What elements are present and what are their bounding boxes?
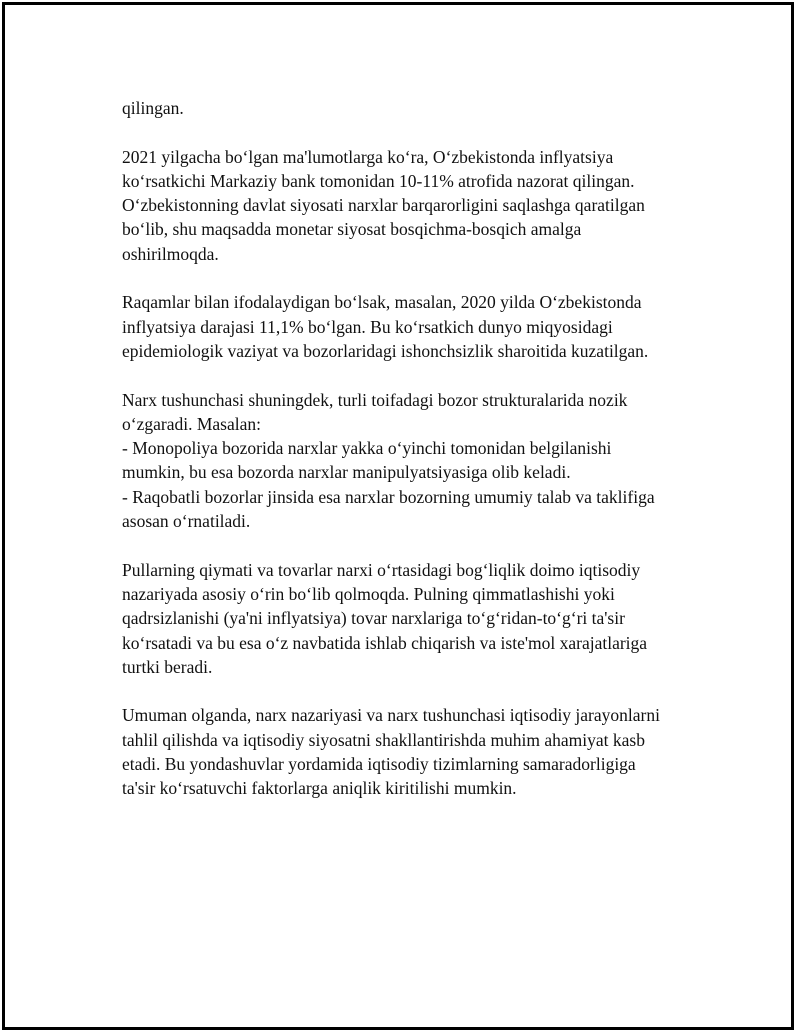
text-line: oʻzgaradi. Masalan:: [122, 413, 261, 434]
text-line: Oʻzbekistonning davlat siyosati narxlar barqarorligini saqlashga qaratilgan: [122, 195, 645, 216]
text-line: boʻlib, shu maqsadda monetar siyosat bosqichma-bosqich amalga: [122, 219, 582, 240]
paragraph-inflation-control: [122, 145, 712, 266]
text-line: nazariyada asosiy oʻrin boʻlib qolmoqda. Pulning qimmatlashishi yoki: [122, 583, 615, 604]
text-line: oshirilmoqda.: [122, 243, 219, 264]
text-line: asosan oʻrnatiladi.: [122, 511, 251, 532]
text-line: 2021 yilgacha boʻlgan ma'lumotlarga koʻra, Oʻzbekistonda inflyatsiya: [122, 146, 614, 167]
text-line: koʻrsatadi va bu esa oʻz navbatida ishlab chiqarish va iste'mol xarajatlariga: [122, 632, 648, 653]
text-line: etadi. Bu yondashuvlar yordamida iqtisodiy tizimlarning samaradorligiga: [122, 754, 636, 775]
paragraph-continuation: [122, 96, 712, 120]
page-border: [2, 2, 794, 1030]
paragraph-market-structures: [122, 388, 712, 534]
text-line: koʻrsatkichi Markaziy bank tomonidan 10-11% atrofida nazorat qilingan.: [122, 170, 635, 191]
text-line: tahlil qilishda va iqtisodiy siyosatni shakllantirishda muhim ahamiyat kasb: [122, 729, 645, 750]
text-line: Umuman olganda, narx nazariyasi va narx tushunchasi iqtisodiy jarayonlarni: [122, 705, 660, 726]
document-body: [122, 96, 712, 825]
paragraph-inflation-2020: [122, 290, 712, 363]
text-line: - Raqobatli bozorlar jinsida esa narxlar bozorning umumiy talab va taklifiga: [122, 486, 655, 507]
text-line: ta'sir koʻrsatuvchi faktorlarga aniqlik kiritilishi mumkin.: [122, 778, 517, 799]
text-line: qadrsizlanishi (ya'ni inflyatsiya) tovar narxlariga toʻgʻridan-toʻgʻri ta'sir: [122, 608, 625, 629]
text-line: inflyatsiya darajasi 11,1% boʻlgan. Bu koʻrsatkich dunyo miqyosidagi: [122, 316, 613, 337]
text-line: - Monopoliya bozorida narxlar yakka oʻyinchi tomonidan belgilanishi: [122, 438, 612, 459]
text-line: Raqamlar bilan ifodalaydigan boʻlsak, masalan, 2020 yilda Oʻzbekistonda: [122, 292, 642, 313]
text-line: turtki beradi.: [122, 656, 213, 677]
text-line: qilingan.: [122, 98, 184, 118]
text-line: Pullarning qiymati va tovarlar narxi oʻrtasidagi bogʻliqlik doimo iqtisodiy: [122, 559, 641, 580]
paragraph-conclusion: [122, 703, 712, 800]
paragraph-money-value: [122, 558, 712, 679]
text-line: mumkin, bu esa bozorda narxlar manipulyatsiyasiga olib keladi.: [122, 462, 571, 483]
text-line: Narx tushunchasi shuningdek, turli toifadagi bozor strukturalarida nozik: [122, 389, 628, 410]
text-line: epidemiologik vaziyat va bozorlaridagi ishonchsizlik sharoitida kuzatilgan.: [122, 340, 649, 361]
